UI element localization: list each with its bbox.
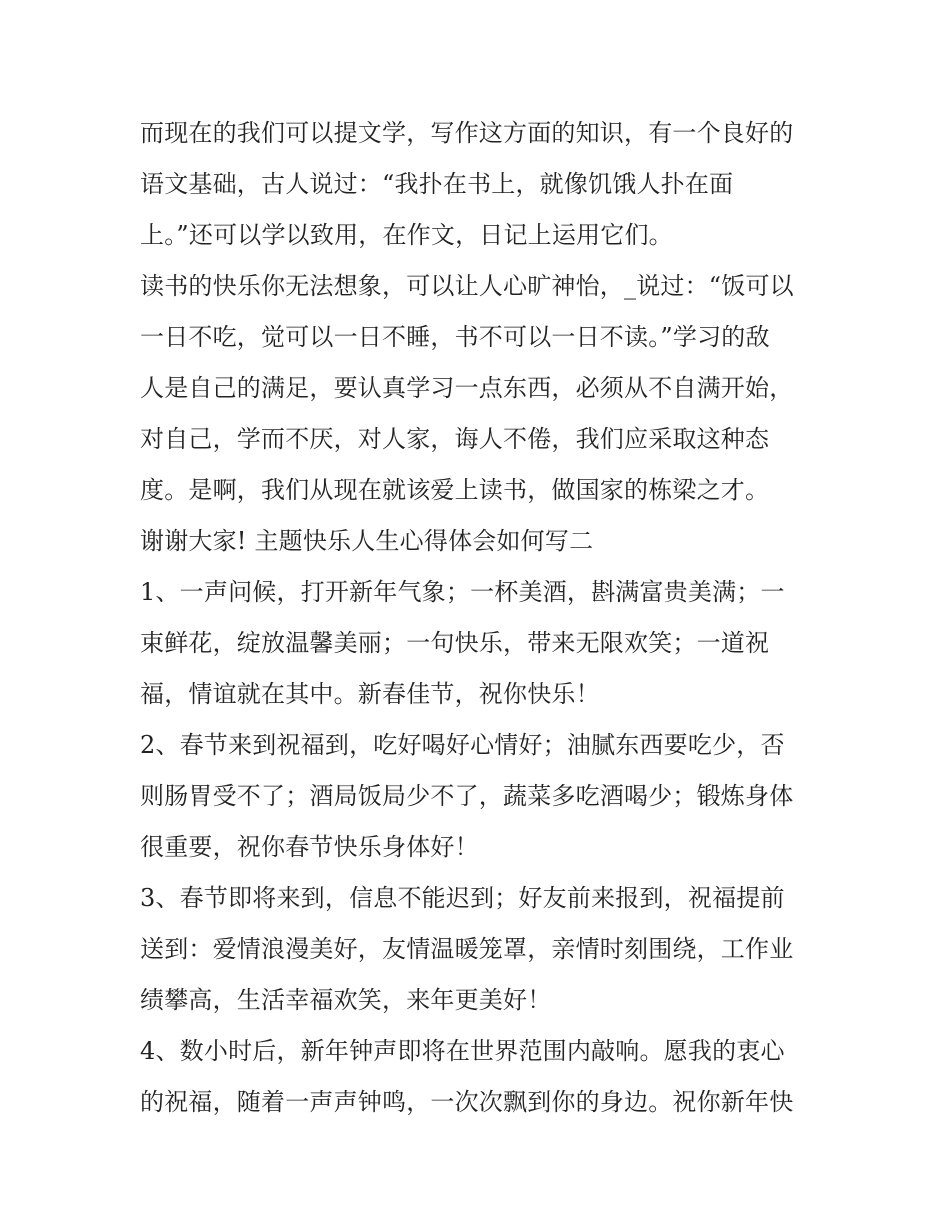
text-line: 3、春节即将来到，信息不能迟到；好友前来报到，祝福提前	[140, 884, 785, 912]
text-line: 送到：爱情浪漫美好，友情温暖笼罩，亲情时刻围绕，工作业	[140, 935, 794, 963]
section-heading: 谢谢大家! 主题快乐人生心得体会如何写二	[140, 527, 594, 555]
text-line: 1、一声问候，打开新年气象；一杯美酒，斟满富贵美满；一	[140, 578, 785, 606]
text-line: 读书的快乐你无法想象，可以让人心旷神怡，_说过：“饭可以	[140, 272, 794, 300]
text-line: 而现在的我们可以提文学，写作这方面的知识，有一个良好的	[140, 119, 794, 147]
text-line: 上。”还可以学以致用，在作文，日记上运用它们。	[140, 221, 673, 249]
text-line: 的祝福，随着一声声钟鸣，一次次飘到你的身边。祝你新年快	[140, 1088, 794, 1116]
document-body	[140, 108, 820, 1128]
text-line: 福，情谊就在其中。新春佳节，祝你快乐！	[140, 680, 600, 708]
text-line: 很重要，祝你春节快乐身体好！	[140, 833, 479, 861]
text-line: 4、数小时后，新年钟声即将在世界范围内敲响。愿我的衷心	[140, 1037, 785, 1065]
text-line: 则肠胃受不了；酒局饭局少不了，蔬菜多吃酒喝少；锻炼身体	[140, 782, 794, 810]
text-line: 束鲜花，绽放温馨美丽；一句快乐，带来无限欢笑；一道祝	[140, 629, 770, 657]
text-line: 一日不吃，觉可以一日不睡，书不可以一日不读。”学习的敌	[140, 323, 770, 351]
text-line: 对自己，学而不厌，对人家，诲人不倦，我们应采取这种态	[140, 425, 770, 453]
text-line: 度。是啊，我们从现在就该爱上读书，做国家的栋梁之才。	[140, 476, 770, 504]
text-line: 人是自己的满足，要认真学习一点东西，必须从不自满开始，	[140, 374, 794, 402]
text-line: 2、春节来到祝福到，吃好喝好心情好；油腻东西要吃少，否	[140, 731, 785, 759]
text-line: 语文基础，古人说过：“我扑在书上，就像饥饿人扑在面	[140, 170, 734, 198]
text-line: 绩攀高，生活幸福欢笑，来年更美好！	[140, 986, 552, 1014]
